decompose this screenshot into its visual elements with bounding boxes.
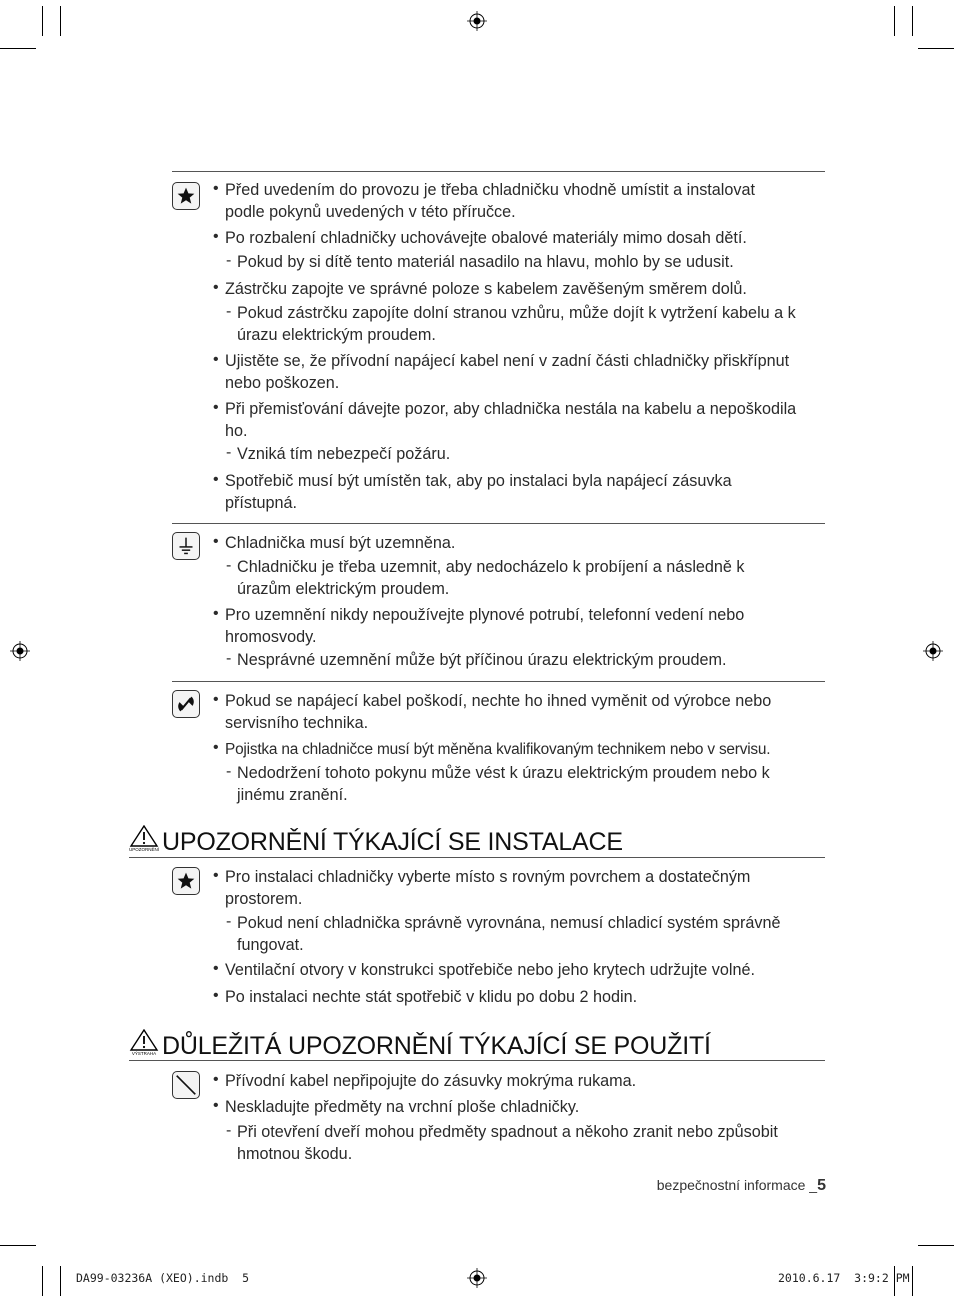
section-rule [172, 523, 825, 524]
list-item: Spotřebič musí být umístěn tak, aby po instalaci byla napájecí zásuvka přístupná. [225, 472, 732, 512]
list-item: Po rozbalení chladničky uchovávejte obalové materiály mimo dosah dětí. [225, 229, 747, 247]
crop-mark [42, 6, 43, 36]
print-file-name: DA99-03236A (XEO).indb 5 [76, 1271, 250, 1285]
crop-mark [42, 1266, 43, 1296]
registration-mark-icon [923, 641, 943, 661]
section-heading: UPOZORNĚNÍ TÝKAJÍCÍ SE INSTALACE [162, 828, 623, 856]
print-date: 2010.6.17 3:9:2 PM [778, 1271, 910, 1285]
list-item: Pro uzemnění nikdy nepoužívejte plynové potrubí, telefonní vedení nebo hromosvody. [225, 606, 745, 646]
footer-label: bezpečnostní informace _ [656, 1177, 818, 1193]
list-subitem: Nesprávné uzemnění může být příčinou úrazu elektrickým proudem. [237, 651, 727, 669]
crop-mark [0, 48, 36, 49]
crop-mark [918, 1245, 954, 1246]
list-subitem: Při otevření dveří mohou předměty spadnout a někoho zranit nebo způsobit hmotnou škodu. [237, 1123, 778, 1163]
list-item: Pro instalaci chladničky vyberte místo s rovným povrchem a dostatečným prostorem. [225, 868, 751, 908]
crop-mark [894, 6, 895, 36]
registration-mark-icon [467, 1268, 487, 1288]
list-subitem: Vzniká tím nebezpečí požáru. [237, 445, 451, 463]
caution-badge [129, 825, 159, 852]
list-subitem: Pokud není chladnička správně vyrovnána, nemusí chladicí systém správně fungovat. [237, 914, 781, 954]
crop-mark [912, 6, 913, 36]
list-subitem: Nedodržení tohoto pokynu může vést k úrazu elektrickým proudem nebo k jinému zranění. [237, 764, 770, 804]
list-item: Chladnička musí být uzemněna. [225, 534, 456, 552]
list-subitem: Chladničku je třeba uzemnit, aby nedocházelo k probíjení a následně k úrazům elektrickým proudem. [237, 558, 745, 598]
list-item: Přívodní kabel nepřipojujte do zásuvky mokrýma rukama. [225, 1072, 637, 1090]
crop-mark [60, 1266, 61, 1296]
warning-triangle-icon [129, 825, 159, 847]
page-footer [657, 1177, 826, 1195]
registration-mark-icon [10, 641, 30, 661]
list-subitem: Pokud zástrčku zapojíte dolní stranou vzhůru, může dojít k vytržení kabelu a k úrazu elektrickým proudem. [237, 304, 796, 344]
list-item: Zástrčku zapojte ve správné poloze s kabelem zavěšeným směrem dolů. [225, 280, 747, 298]
section-heading: DŮLEŽITÁ UPOZORNĚNÍ TÝKAJÍCÍ SE POUŽITÍ [162, 1032, 711, 1060]
list-item: Ujistěte se, že přívodní napájecí kabel není v zadní části chladničky přiskřípnut nebo poškozen. [225, 352, 790, 392]
crop-mark [912, 1266, 913, 1296]
list-item: Neskladujte předměty na vrchní ploše chladničky. [225, 1098, 580, 1116]
page-number: 5 [817, 1177, 826, 1194]
list-item: Pojistka na chladničce musí být měněna kvalifikovaným technikem nebo v servisu. [225, 741, 771, 758]
crop-mark [0, 1245, 36, 1246]
caution-label: UPOZORNĚNÍ [129, 847, 160, 852]
registration-mark-icon [467, 11, 487, 31]
ground-icon [172, 532, 200, 560]
list-item: Ventilační otvory v konstrukci spotřebiče nebo jeho krytech udržujte volné. [225, 961, 755, 979]
warning-badge [129, 1029, 159, 1056]
list-item: Při přemisťování dávejte pozor, aby chladnička nestála na kabelu a nepoškodila ho. [225, 400, 797, 440]
list-subitem: Pokud by si dítě tento materiál nasadilo na hlavu, mohlo by se udusit. [237, 253, 734, 271]
section-rule [129, 857, 825, 858]
phone-icon [172, 690, 200, 718]
list-item: Před uvedením do provozu je třeba chladničku vhodně umístit a instalovat podle pokynů uvedených v této příručce. [225, 181, 755, 221]
list-item: Po instalaci nechte stát spotřebič v klidu po dobu 2 hodin. [225, 988, 638, 1006]
crop-mark [918, 48, 954, 49]
section-rule [172, 681, 825, 682]
section-rule [172, 171, 825, 172]
warning-triangle-icon [129, 1029, 159, 1051]
star-note-icon [172, 182, 200, 210]
prohibited-icon [172, 1071, 200, 1099]
list-item: Pokud se napájecí kabel poškodí, nechte ho ihned vyměnit od výrobce nebo servisního technika. [225, 692, 772, 732]
star-note-icon [172, 867, 200, 895]
warning-label: VÝSTRAHA [131, 1051, 157, 1056]
section-rule [129, 1060, 825, 1061]
crop-mark [60, 6, 61, 36]
